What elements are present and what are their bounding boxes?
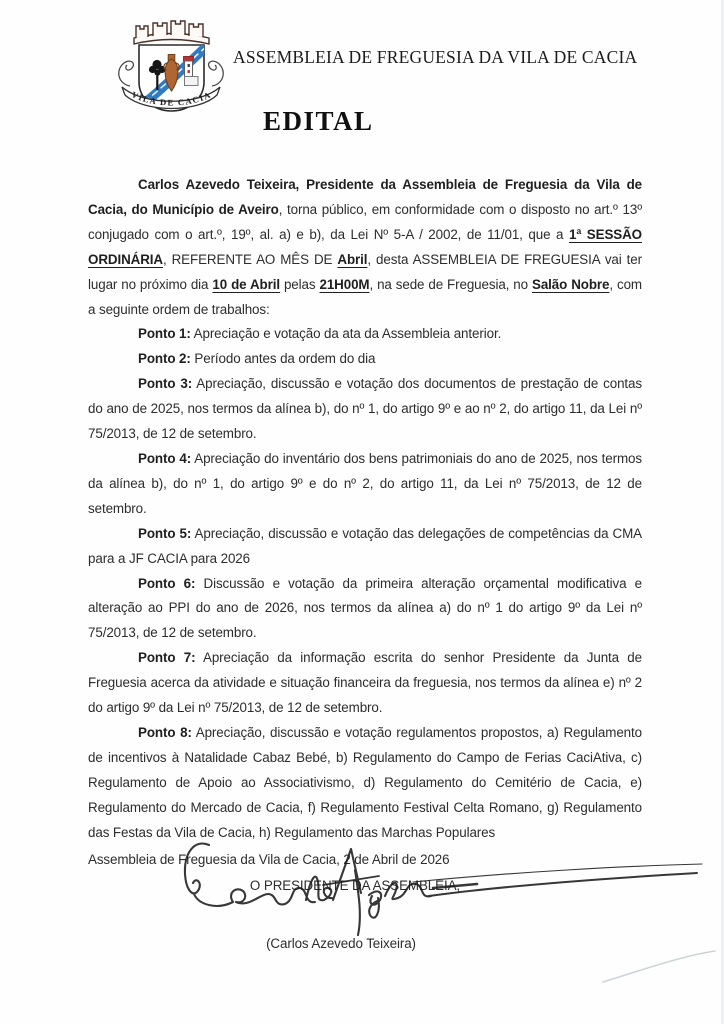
president-title: O PRESIDENTE DA ASSEMBLEIA, (249, 878, 461, 894)
agenda-item-label: Ponto 5: (138, 525, 192, 541)
agenda-item-text: Período antes da ordem do dia (190, 351, 376, 367)
agenda-item-text: Apreciação, discussão e votação dos documentos de prestação de contas do ano de 2025, nos termos da alínea b), do nº 1, do artigo 9º e ao nº 2, do artigo 11, da Lei nº 75/2013, de 12 de setembro. (88, 376, 642, 442)
organization-name: ASSEMBLEIA DE FREGUESIA DA VILA DE CACIA (233, 47, 638, 67)
intro-paragraph: Carlos Azevedo Teixeira, Presidente da Assembleia de Freguesia da Vila de Cacia, do Município de Aveiro, torna público, em conformidade com o disposto no art.º 13º conjugado com o art.º, 19º, al. a) e b), da Lei Nº 5-A / 2002, de 11/01, que a 1ª SESSÃO ORDINÁRIA, REFERENTE AO MÊS DE Abril, desta ASSEMBLEIA DE FREGUESIA vai ter lugar no próximo dia 10 de Abril pelas 21H00M, na sede de Freguesia, no Salão Nobre, com a seguinte ordem de trabalhos: (88, 177, 642, 317)
crest-motto-text: VILA DE CACIA (130, 89, 213, 108)
agenda-item-label: Ponto 6: (138, 575, 196, 591)
agenda-item-text: Apreciação, discussão e votação das delegações de competências da CMA para a JF CACIA para 2026 (88, 525, 642, 566)
agenda-item-6 (88, 572, 642, 647)
president-name: (Carlos Azevedo Teixeira) (266, 936, 416, 952)
closing-date-line: Assembleia de Freguesia da Vila de Cacia, 2 de Abril de 2026 (88, 852, 450, 868)
agenda-item-8 (88, 721, 642, 846)
agenda-item-5 (88, 522, 642, 572)
agenda-item-label: Ponto 1: (138, 326, 191, 342)
crown (134, 21, 209, 44)
agenda-item-text: Apreciação, discussão e votação regulamentos propostos, a) Regulamento de incentivos à Natalidade Cabaz Bebé, b) Regulamento do Campo de Ferias CaciAtiva, c) Regulamento de Apoio ao Associativismo, d) Regulamento do Cemitério de Cacia, e) Regulamento do Mercado de Cacia, f) Regulamento Festival Celta Romano, g) Regulamento das Festas da Vila de Cacia, h) Regulamento das Marchas Populares (88, 724, 642, 840)
agenda-item-label: Ponto 7: (138, 650, 196, 666)
coat-of-arms-icon (114, 14, 228, 120)
document-title: EDITAL (263, 106, 374, 136)
agenda-item-7 (88, 646, 642, 721)
agenda-item-text: Apreciação e votação da ata da Assembleia anterior. (190, 326, 502, 342)
agenda-item-text: Apreciação do inventário dos bens patrimoniais do ano de 2025, nos termos da alínea b), do nº 1, do artigo 9º e do nº 2, do artigo 11, da Lei nº 75/2013, de 12 de setembro. (88, 450, 642, 516)
agenda-item-label: Ponto 3: (138, 376, 193, 392)
agenda-item-label: Ponto 4: (138, 450, 192, 466)
agenda-item-text: Apreciação da informação escrita do senhor Presidente da Junta de Freguesia acerca da atividade e situação financeira da freguesia, nos termos da alínea e) nº 2 do artigo 9º da Lei nº 75/2013, de 12 de setembro. (88, 650, 642, 716)
document-body (88, 173, 642, 957)
agenda-item-1 (88, 322, 642, 347)
agenda-item-label: Ponto 2: (138, 351, 191, 367)
agenda-item-label: Ponto 8: (138, 724, 192, 740)
agenda-item-text: Discussão e votação da primeira alteração orçamental modificativa e alteração ao PPI do ano de 2026, nos termos da alínea a) do nº 1 do artigo 9º da Lei nº 75/2013, de 12 de setembro. (88, 575, 642, 641)
agenda-item-2 (88, 347, 642, 372)
agenda-item-4 (88, 447, 642, 522)
agenda-item-3 (88, 372, 642, 447)
